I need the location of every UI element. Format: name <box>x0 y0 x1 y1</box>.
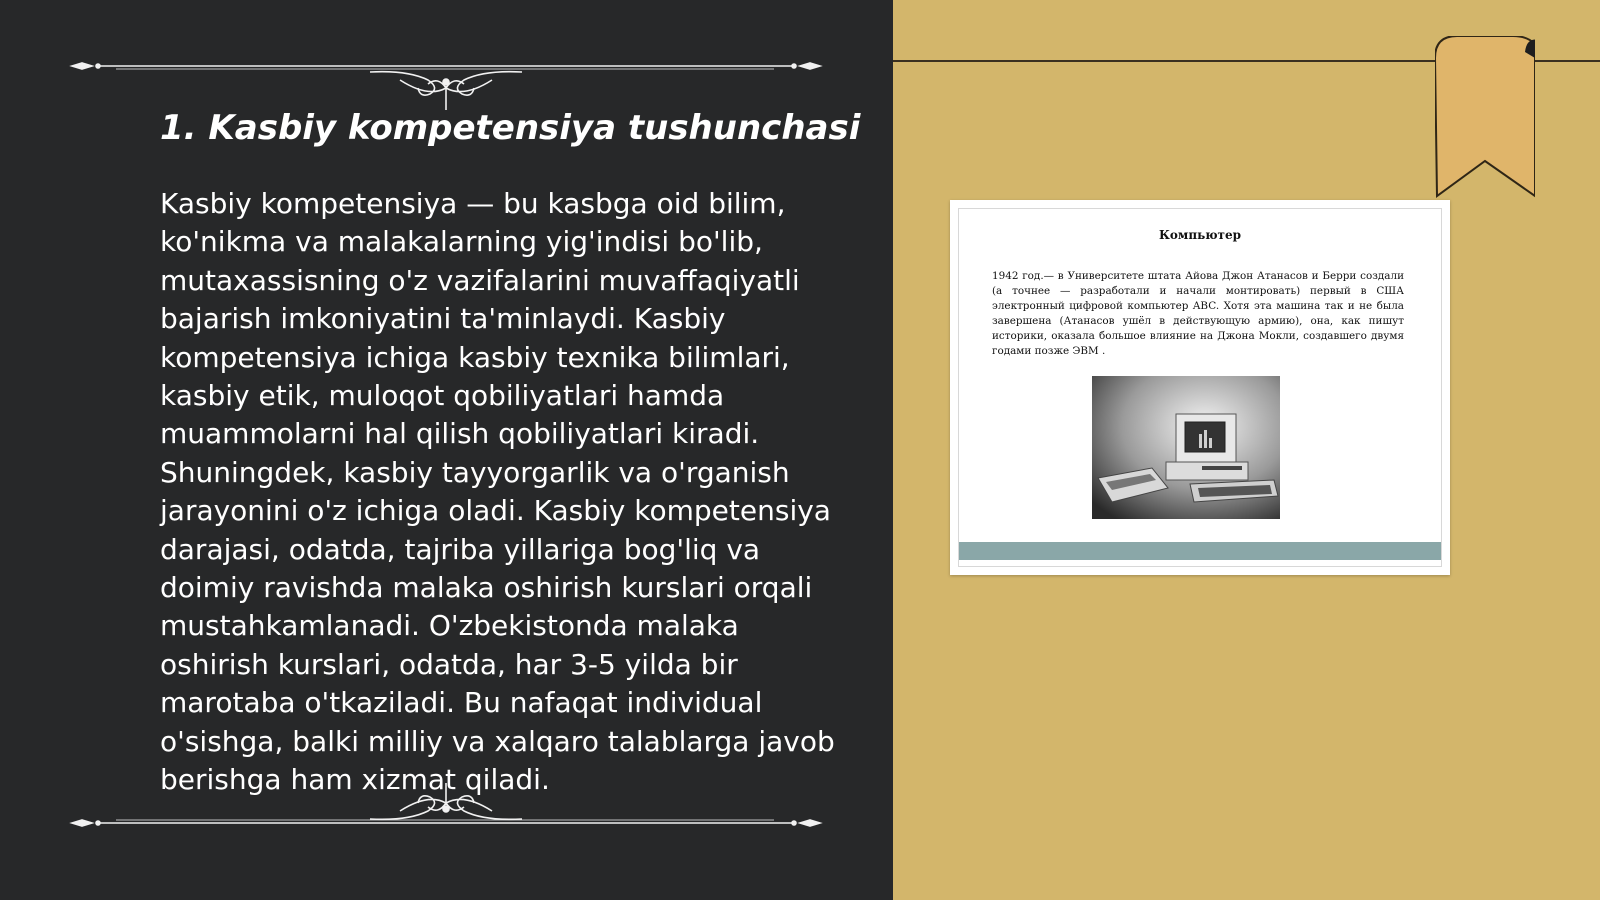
embedded-slide-text: 1942 год.— в Университете штата Айова Джон Атанасов и Берри создали (а точнее — разработали и начали монтировать) первый в США электронный цифровой компьютер ABC. Хотя эта машина так и не была завершена (Атанасов ушёл в действующую армию), она, как пишут историки, оказала большое влияние на Джона Мокли, создавшего двумя годами позже ЭВМ . <box>992 270 1404 357</box>
embedded-slide-image <box>950 200 1450 575</box>
section-title: 1. Kasbiy kompetensiya tushunchasi <box>160 108 861 148</box>
body-paragraph: Kasbiy kompetensiya — bu kasbga oid bilim, ko'nikma va malakalarning yig'indisi bo'lib, mutaxassisning o'z vazifalarini muvaffaqiyatli bajarish imkoniyatini ta'minlaydi. Kasbiy kompetensiya ichiga kasbiy texnika bilimlari, kasbiy etik, muloqot qobiliyatlari hamda muammolarni hal qilish qobiliyatlari kiradi. Shuningdek, kasbiy tayyorgarlik va o'rganish jarayonini o'z ichiga oladi. Kasbiy kompetensiya darajasi, odatda, tajriba yillariga bog'liq va doimiy ravishda malaka oshirish kurslari orqali mustahkamlanadi. O'zbekistonda malaka oshirish kurslari, odatda, har 3-5 yilda bir marotaba o'tkaziladi. Bu nafaqat individual o'sishga, balki milliy va xalqaro talablarga javob berishga ham xizmat qiladi. <box>160 187 835 797</box>
computer-photo <box>1092 376 1280 519</box>
bookmark-ribbon-icon <box>1435 36 1535 198</box>
embedded-slide-frame <box>958 208 1442 567</box>
embedded-slide-title: Компьютер <box>1158 228 1242 242</box>
embedded-slide-footer-bar <box>959 542 1441 560</box>
